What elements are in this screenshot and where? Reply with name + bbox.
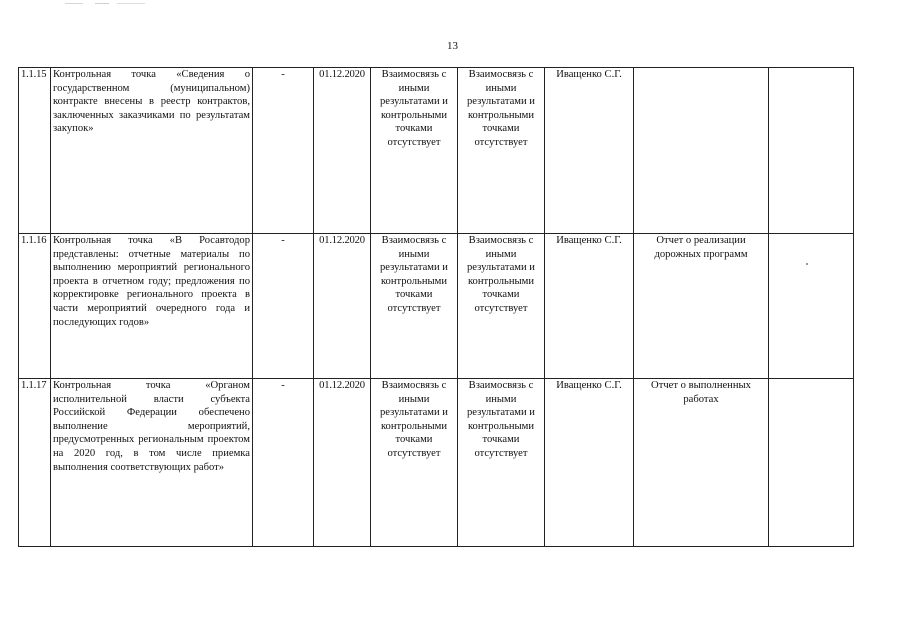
responsible-person: Иващенко С.Г. [545, 379, 634, 547]
control-point-description: Контрольная точка «Органом исполнительной власти субъекта Российской Федерации обеспечено выполнение мероприятий, предусмотренных региональным проектом на 2020 год, в том числе приемка выполнения соответствующих работ» [51, 379, 253, 547]
row-number: 1.1.15 [19, 68, 51, 234]
result-document [634, 68, 769, 234]
end-date-cell: 01.12.2020 [314, 68, 371, 234]
control-point-description: Контрольная точка «Сведения о государственном (муниципальном) контракте внесены в реестр контрактов, заключенных заказчиками по результатам закупок» [51, 68, 253, 234]
scan-speck [806, 263, 808, 265]
result-document: Отчет о выполненных работах [634, 379, 769, 547]
row-number: 1.1.16 [19, 234, 51, 379]
relation-previous-cell: Взаимосвязь с иными результатами и контрольными точками отсутствует [371, 68, 458, 234]
relation-next-cell: Взаимосвязь с иными результатами и контрольными точками отсутствует [458, 68, 545, 234]
responsible-person: Иващенко С.Г. [545, 68, 634, 234]
control-point-description: Контрольная точка «В Росавтодор представлены: отчетные материалы по выполнению мероприятий регионального проекта в отчетном году; предложения по корректировке регионального проекта в части мероприятий очередного года и последующих годов» [51, 234, 253, 379]
comment-cell [769, 234, 854, 379]
row-number: 1.1.17 [19, 379, 51, 547]
table-row [19, 68, 854, 234]
relation-previous-cell: Взаимосвязь с иными результатами и контрольными точками отсутствует [371, 234, 458, 379]
start-date-cell: - [253, 234, 314, 379]
relation-next-cell: Взаимосвязь с иными результатами и контрольными точками отсутствует [458, 234, 545, 379]
end-date-cell: 01.12.2020 [314, 234, 371, 379]
responsible-person: Иващенко С.Г. [545, 234, 634, 379]
table-row [19, 234, 854, 379]
comment-cell [769, 379, 854, 547]
scan-artifact [65, 3, 145, 4]
control-points-table [18, 67, 854, 547]
end-date-cell: 01.12.2020 [314, 379, 371, 547]
page-number: 13 [447, 40, 458, 52]
start-date-cell: - [253, 379, 314, 547]
comment-cell [769, 68, 854, 234]
table-row [19, 379, 854, 547]
start-date-cell: - [253, 68, 314, 234]
relation-previous-cell: Взаимосвязь с иными результатами и контрольными точками отсутствует [371, 379, 458, 547]
relation-next-cell: Взаимосвязь с иными результатами и контрольными точками отсутствует [458, 379, 545, 547]
result-document: Отчет о реализации дорожных программ [634, 234, 769, 379]
